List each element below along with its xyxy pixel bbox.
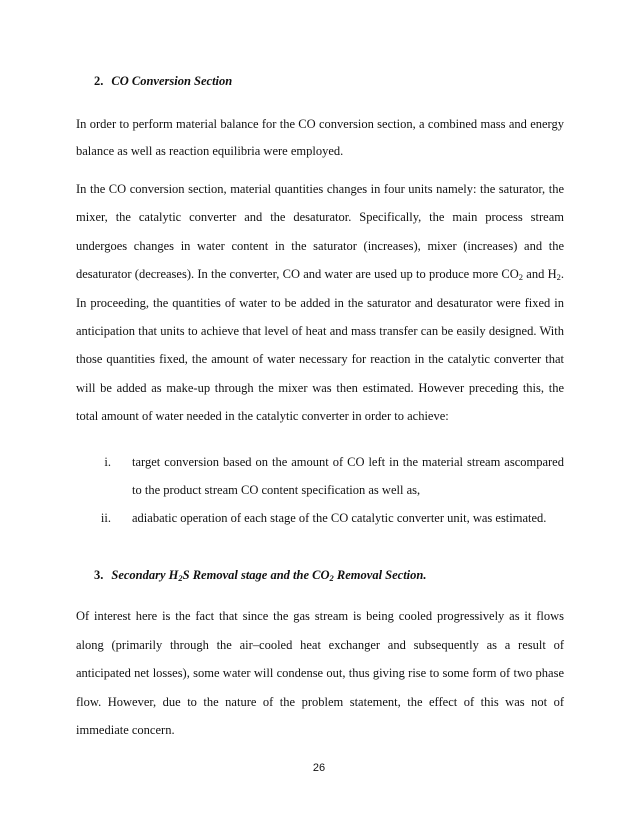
para2-line9: total amount of water needed in the catalytic converter in order to achieve: [76,409,449,423]
para3-line5: immediate concern. [76,723,175,737]
list-marker-ii: ii. [100,511,111,525]
section-3-heading: 3. Secondary $H_2S$ Removal stage and the $CO_2$ Removal Section. [94,568,427,583]
list-item-ii-line1: adiabatic operation of each stage of the CO catalytic converter unit, was estimated. [132,511,547,525]
section-2-title: CO Conversion Section [111,74,233,88]
para3-line1: Of interest here is the fact that since the gas stream is being cooled progressively as it flows [76,609,564,623]
page-number: 26 [312,762,326,774]
para2-line6: anticipation that units to achieve that level of heat and mass transfer can be easily designed. With [76,324,564,338]
para2-line3: undergoes changes in water content in the saturator (increases), mixer (increases) and the [76,239,564,253]
para1-line1: In order to perform material balance for the CO conversion section, a combined mass and energy [76,117,564,131]
section-3-number: 3. [94,568,104,582]
para3-line4: flow. However, due to the nature of the problem statement, the effect of this was not of [76,695,564,709]
section-2-number: 2. [94,74,104,88]
para3-line3: anticipated net losses), some water will condense out, thus giving rise to some form of two phase [76,666,564,680]
section-2-heading [94,74,232,89]
para1-line2: balance as well as reaction equilibria were employed. [76,144,344,158]
list-item-i-line2: to the product stream CO content specification as well as, [132,483,421,497]
para2-line1: In the CO conversion section, material quantities changes in four units namely: the saturator, the [76,182,564,196]
para2-line2: mixer, the catalytic converter and the desaturator. Specifically, the main process stream [76,210,564,224]
list-marker-i: i. [104,455,111,469]
para3-line2: along (primarily through the air–cooled heat exchanger and subsequently as a result of [76,638,564,652]
para2-line8: will be added as make-up through the mixer was then estimated. However preceding this, the [76,381,564,395]
para2-line5: In proceeding, the quantities of water to be added in the saturator and desaturator were fixed in [76,296,564,310]
para2-line7: those quantities fixed, the amount of water necessary for reaction in the catalytic converter that [76,352,564,366]
list-item-i-line1: target conversion based on the amount of CO left in the material stream ascompared [132,455,564,469]
para2-line4: desaturator (decreases). In the converter, CO and water are used up to produce more $CO_2$ and $H_2$. [76,267,564,282]
